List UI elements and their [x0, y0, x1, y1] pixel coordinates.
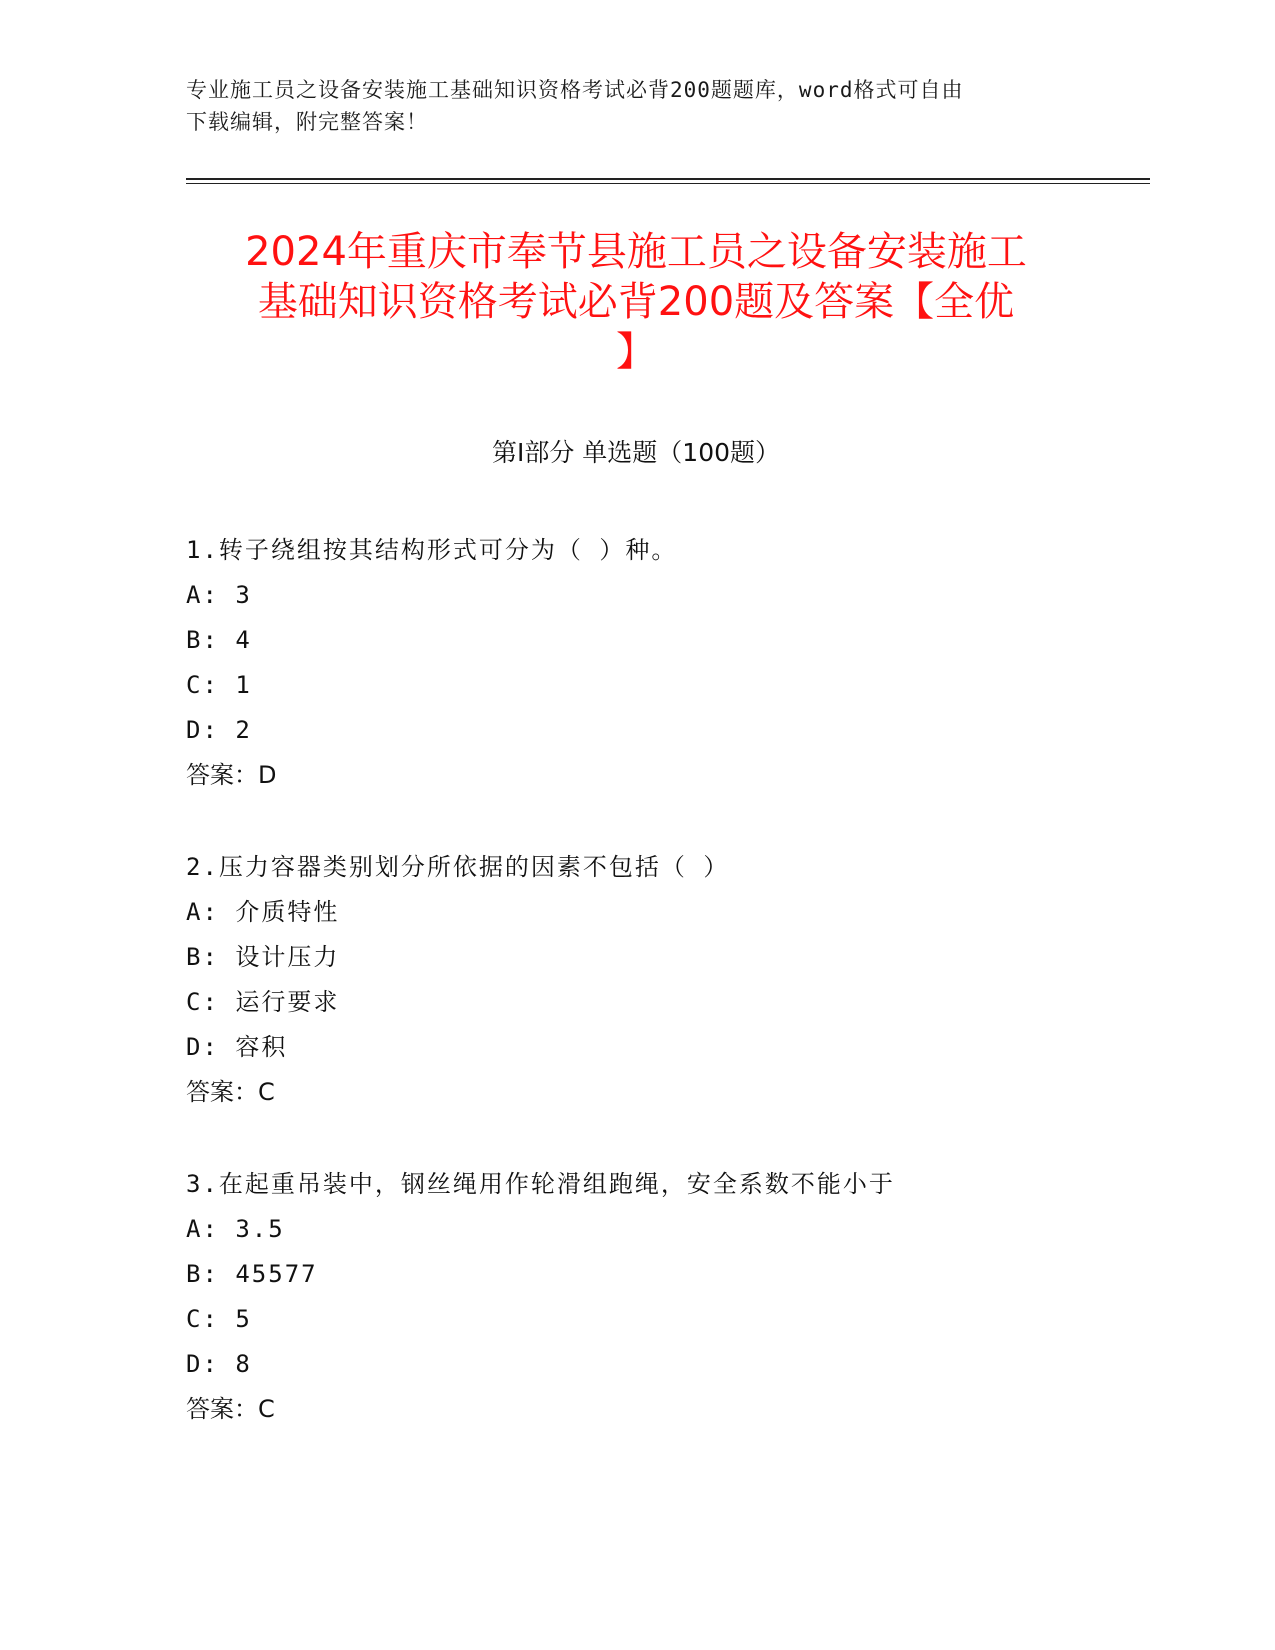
option-b: B: 设计压力 [186, 943, 340, 971]
option-d: D: 8 [186, 1350, 252, 1378]
option-d: D: 容积 [186, 1033, 288, 1061]
option-c: C: 1 [186, 671, 252, 699]
document-title-line-3: 】 [616, 329, 656, 375]
option-d: D: 2 [186, 716, 252, 744]
option-b: B: 4 [186, 626, 252, 654]
question-stem: 3.在起重吊装中，钢丝绳用作轮滑组跑绳，安全系数不能小于 [186, 1170, 895, 1198]
question-2 [186, 845, 1136, 1115]
document-title-line-2: 基础知识资格考试必背200题及答案【全优 [257, 279, 1015, 325]
option-c: C: 运行要求 [186, 988, 340, 1016]
answer: 答案：C [186, 1078, 275, 1106]
answer: 答案：C [186, 1395, 275, 1423]
header-note-line-1: 专业施工员之设备安装施工基础知识资格考试必背200题题库，word格式可自由 [186, 78, 964, 102]
question-stem: 1.转子绕组按其结构形式可分为（ ）种。 [186, 536, 678, 564]
question-3 [186, 1162, 1136, 1432]
option-a: A: 介质特性 [186, 898, 340, 926]
option-b: B: 45577 [186, 1260, 318, 1288]
header-divider-thin [186, 183, 1150, 184]
document-title-line-1: 2024年重庆市奉节县施工员之设备安装施工 [245, 229, 1027, 275]
header-divider-thick [186, 178, 1150, 180]
option-a: A: 3 [186, 581, 252, 609]
section-title: 第Ⅰ部分 单选题（100题） [491, 438, 781, 467]
question-stem: 2.压力容器类别划分所依据的因素不包括（ ） [186, 853, 730, 881]
question-1 [186, 528, 1136, 798]
answer: 答案：D [186, 761, 277, 789]
option-c: C: 5 [186, 1305, 252, 1333]
header-note [186, 74, 1086, 138]
question-list [186, 528, 1136, 1479]
option-a: A: 3.5 [186, 1215, 285, 1243]
header-note-line-2: 下载编辑，附完整答案！ [186, 110, 428, 134]
document-title [186, 227, 1086, 377]
